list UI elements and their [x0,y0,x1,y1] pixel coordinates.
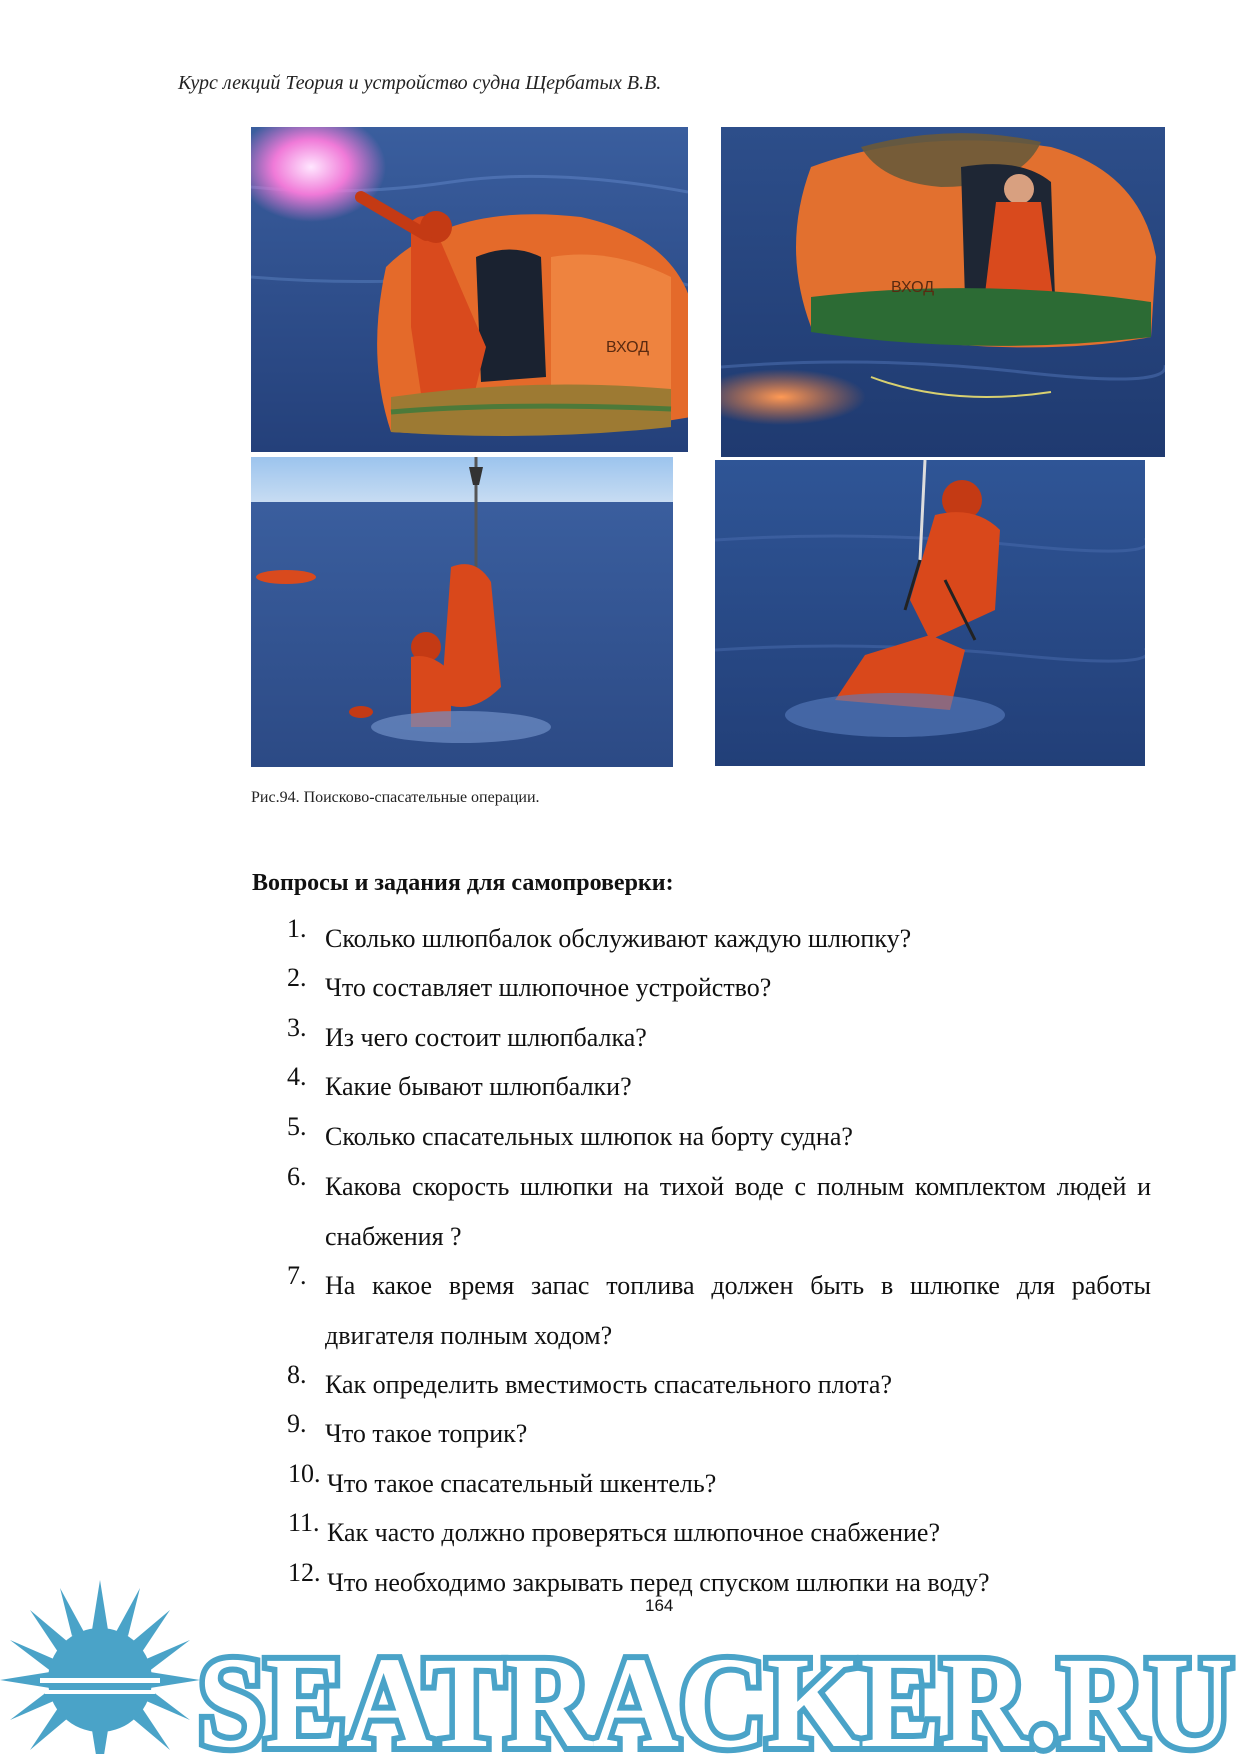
list-item: 9. Что такое топрик? [287,1409,528,1448]
list-item: 4. Какие бывают шлюпбалки? [287,1062,632,1101]
list-item: 11. Как часто должно проверяться шлюпочное снабжение? [288,1508,940,1547]
list-item: 10. Что такое спасательный шкентель? [288,1459,717,1498]
figure-caption: Рис.94. Поисково-спасательные операции. [251,789,540,806]
watermark-text: SEATRACKER.RU [198,1631,1233,1754]
photo-rescue-hoist [715,460,1145,766]
section-title: Вопросы и задания для самопроверки: [252,870,674,896]
list-item: 3. Из чего состоит шлюпбалка? [287,1013,647,1052]
list-item: 1. Сколько шлюпбалок обслуживают каждую шлюпку? [287,914,912,953]
list-item: 6. Какова скорость шлюпки на тихой воде с полным комплектом людей и снабжения ? [287,1162,1151,1251]
list-item: 7. На какое время запас топлива должен быть в шлюпке для работы двигателя полным ходом? [287,1261,1151,1350]
photo-raft-smoke [721,127,1165,457]
running-header: Курс лекций Теория и устройство судна Щербатых В.В. [178,72,662,94]
page-number: 164 [645,1596,674,1615]
raft-label: ВХОД [606,339,650,356]
list-item: 5. Сколько спасательных шлюпок на борту судна? [287,1112,853,1151]
watermark [0,1560,1240,1754]
list-item: 8. Как определить вместимость спасательного плота? [287,1360,892,1399]
raft-label-2: ВХОД [891,279,935,296]
list-item: 12. Что необходимо закрывать перед спуском шлюпки на воду? [288,1558,990,1597]
photo-raft-flare [251,127,688,452]
list-item: 2. Что составляет шлюпочное устройство? [287,963,772,1002]
photo-rescue-swimmers [251,457,673,767]
sun-logo-icon [0,1580,200,1754]
